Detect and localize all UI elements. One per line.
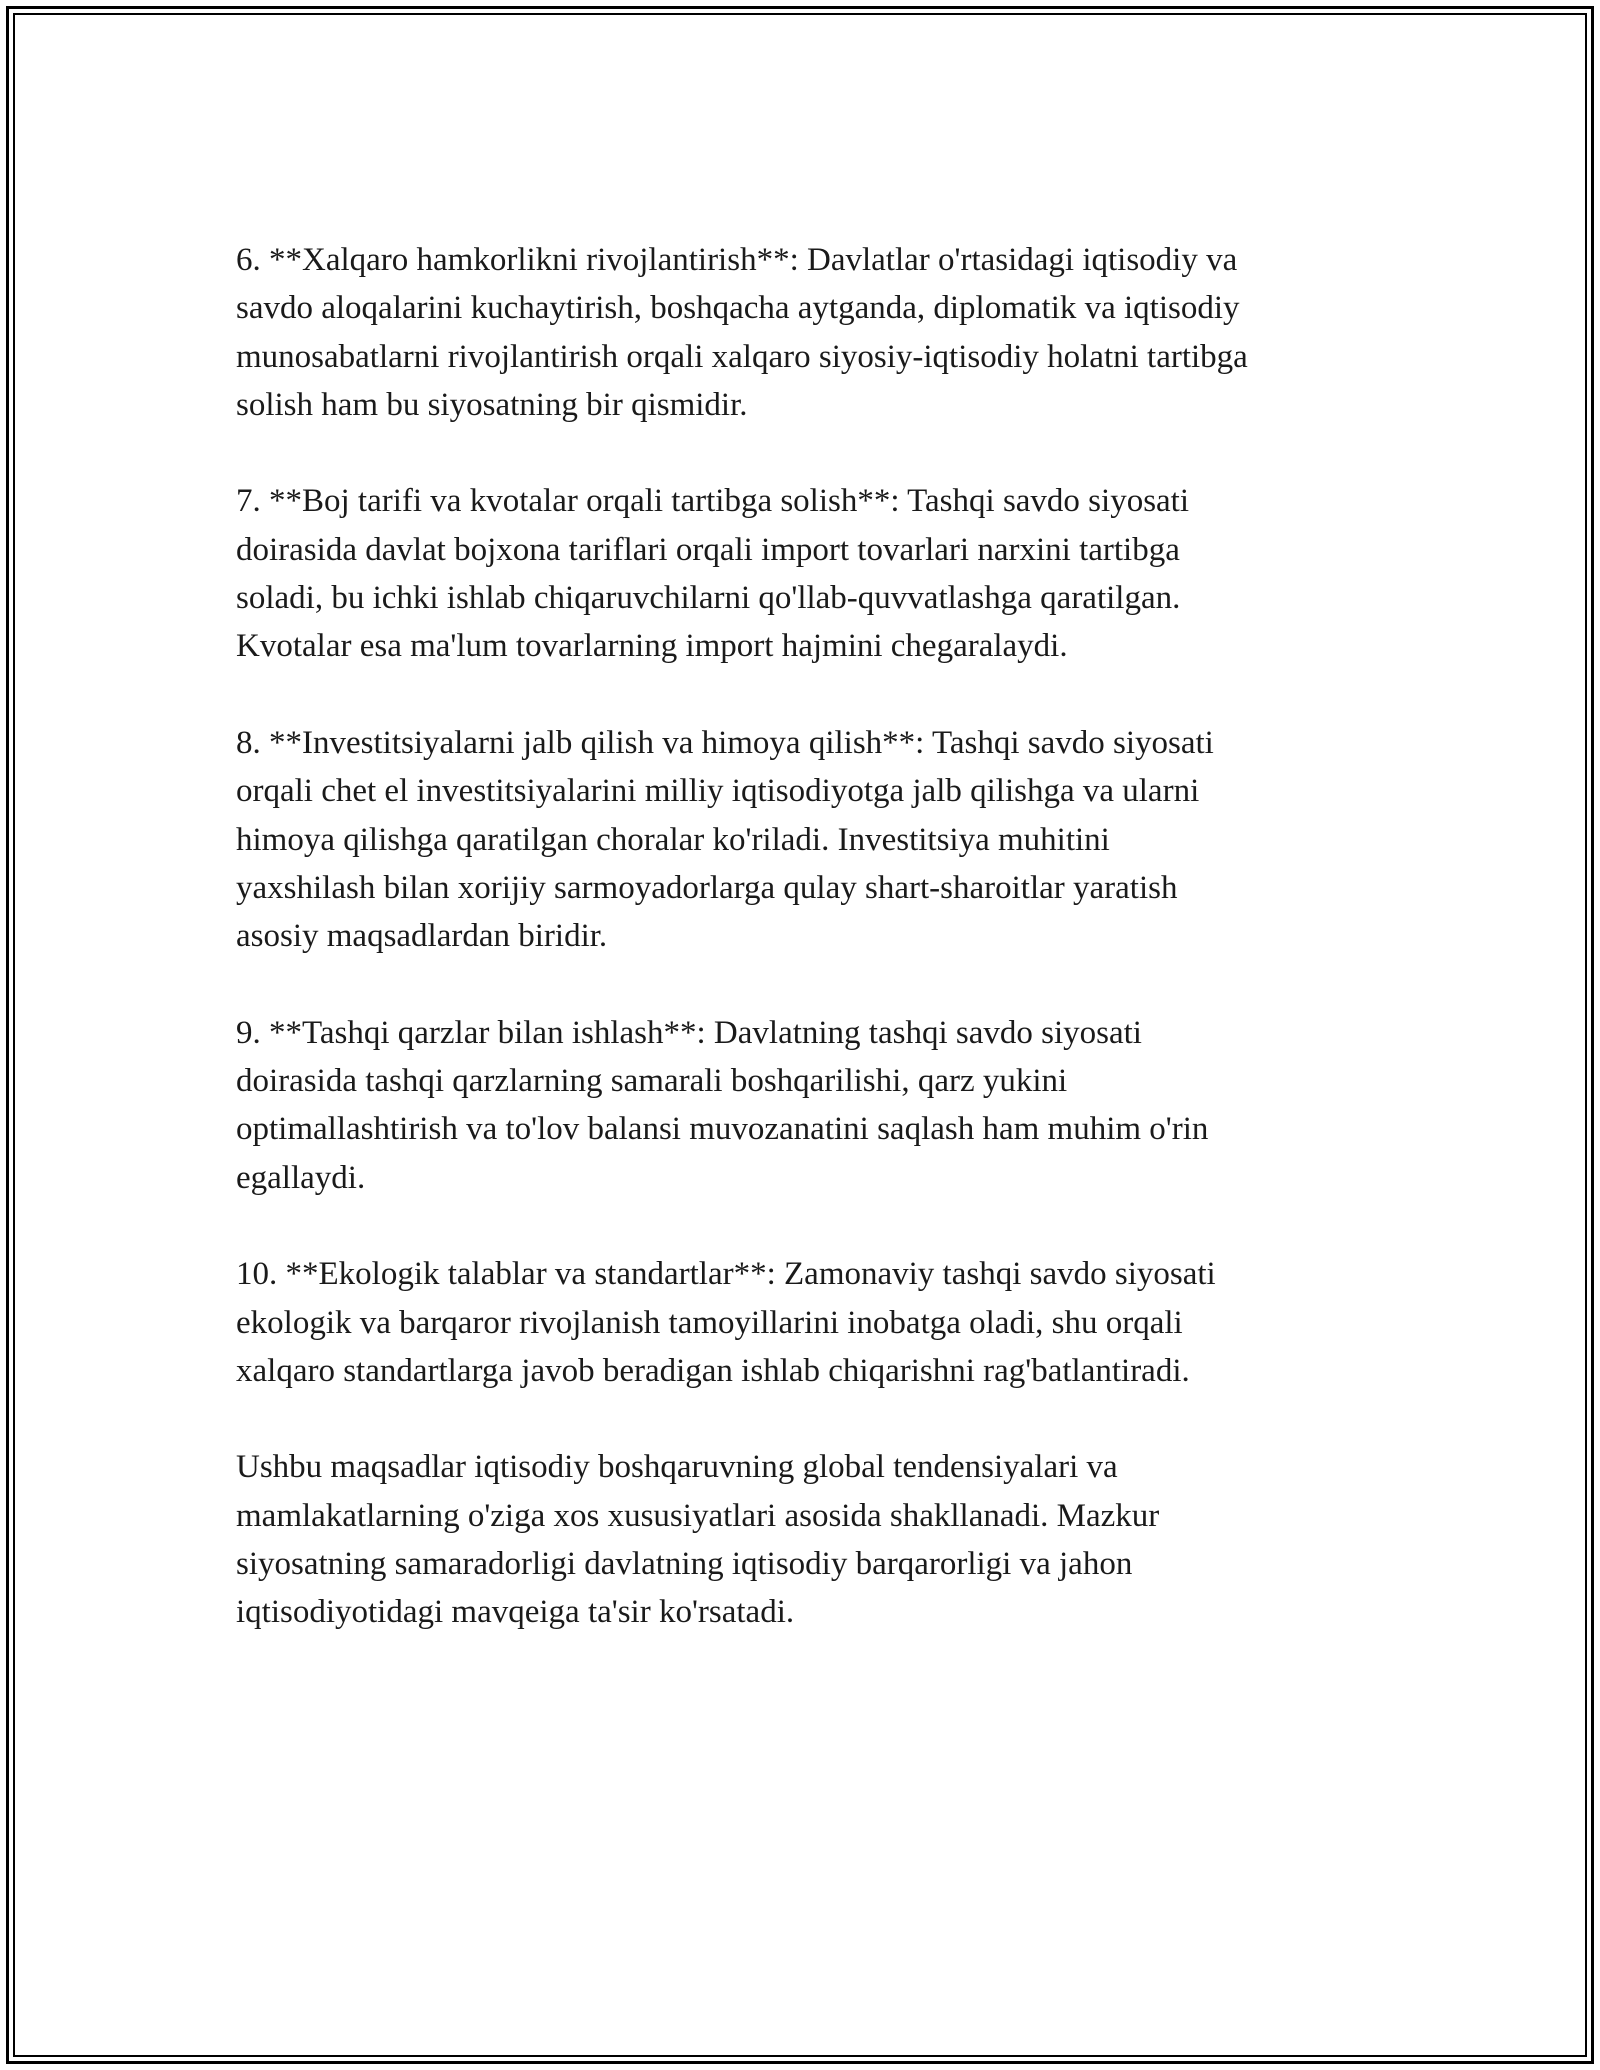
- paragraph-item-9: 9. **Tashqi qarzlar bilan ishlash**: Davlatning tashqi savdo siyosati doirasida tashqi qarzlarning samarali boshqarilishi, qarz yukini optimallashtirish va to'lov balansi muvozanatini saqlash ham muhim o'rin egallaydi.: [236, 1014, 1209, 1196]
- paragraph-conclusion: Ushbu maqsadlar iqtisodiy boshqaruvning global tendensiyalari va mamlakatlarning o'ziga xos xususiyatlari asosida shakllanadi. Mazkur siyosatning samaradorligi davlatning iqtisodiy barqarorligi va jahon iqtisodiyotidagi mavqeiga ta'sir ko'rsatadi.: [236, 1449, 1160, 1631]
- document-body: [236, 236, 1386, 1685]
- paragraph-item-7: 7. **Boj tarifi va kvotalar orqali tartibga solish**: Tashqi savdo siyosati doirasida davlat bojxona tariflari orqali import tovarlari narxini tartibga soladi, bu ichki ishlab chiqaruvchilarni qo'llab-quvvatlashga qaratilgan. Kvotalar esa ma'lum tovarlarning import hajmini chegaralaydi.: [236, 483, 1190, 665]
- paragraph-item-8: 8. **Investitsiyalarni jalb qilish va himoya qilish**: Tashqi savdo siyosati orqali chet el investitsiyalarini milliy iqtisodiyotga jalb qilishga va ularni himoya qilishga qaratilgan choralar ko'riladi. Investitsiya muhitini yaxshilash bilan xorijiy sarmoyadorlarga qulay shart-sharoitlar yaratish asosiy maqsadlardan biridir.: [236, 724, 1214, 955]
- paragraph-item-10: 10. **Ekologik talablar va standartlar**: Zamonaviy tashqi savdo siyosati ekologik va barqaror rivojlanish tamoyillarini inobatga oladi, shu orqali xalqaro standartlarga javob beradigan ishlab chiqarishni rag'batlantiradi.: [236, 1256, 1216, 1389]
- paragraph-item-6: 6. **Xalqaro hamkorlikni rivojlantirish**: Davlatlar o'rtasidagi iqtisodiy va savdo aloqalarini kuchaytirish, boshqacha aytganda, diplomatik va iqtisodiy munosabatlarni rivojlantirish orqali xalqaro siyosiy-iqtisodiy holatni tartibga solish ham bu siyosatning bir qismidir.: [236, 242, 1248, 423]
